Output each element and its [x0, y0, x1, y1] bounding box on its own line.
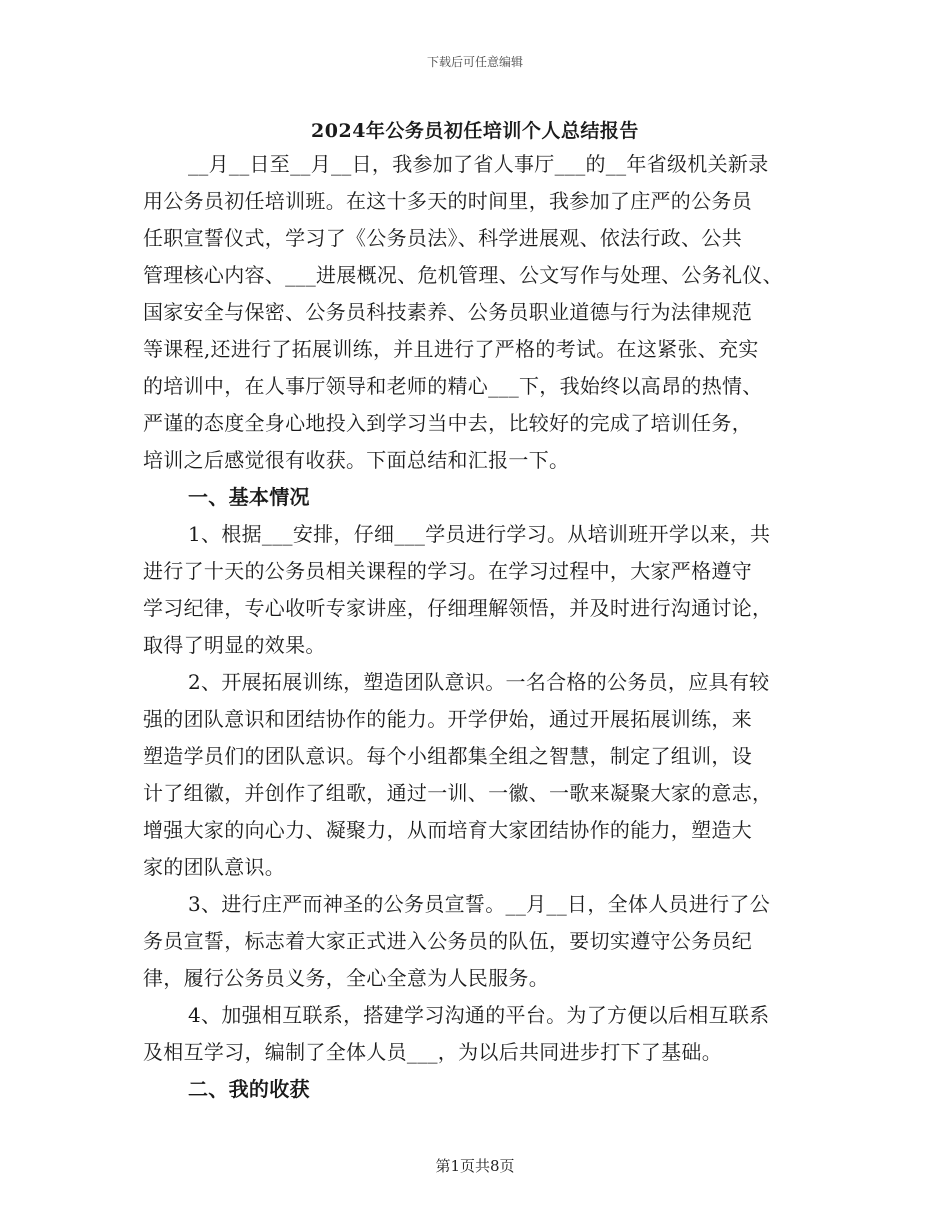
paragraph-line: 增强大家的向心力、凝聚力，从而培育大家团结协作的能力，塑造大 — [143, 818, 752, 842]
paragraph-line: 的培训中，在人事厅领导和老师的精心___下，我始终以高昂的热情、 — [143, 374, 763, 398]
paragraph-line: 管理核心内容、___进展概况、危机管理、公文写作与处理、公务礼仪、 — [143, 263, 783, 287]
paragraph-line: 3、进行庄严而神圣的公务员宣誓。__月__日，全体人员进行了公 — [188, 892, 771, 916]
paragraph-line: 培训之后感觉很有收获。下面总结和汇报一下。 — [143, 448, 570, 472]
paragraph-line: 任职宣誓仪式，学习了《公务员法》、科学进展观、依法行政、公共 — [143, 226, 742, 250]
paragraph-line: 1、根据___安排，仔细___学员进行学习。从培训班开学以来，共 — [188, 522, 771, 546]
paragraph-line: 塑造学员们的团队意识。每个小组都集全组之智慧，制定了组训，设 — [143, 744, 752, 768]
paragraph-line: 进行了十天的公务员相关课程的学习。在学习过程中，大家严格遵守 — [143, 559, 752, 583]
paragraph-line: 务员宣誓，标志着大家正式进入公务员的队伍，要切实遵守公务员纪 — [143, 929, 752, 953]
document-body — [143, 146, 813, 1108]
paragraph-line: __月__日至__月__日，我参加了省人事厅___的__年省级机关新录 — [188, 152, 769, 176]
section-heading-gains: 二、我的收获 — [188, 1077, 310, 1101]
paragraph-line: 用公务员初任培训班。在这十多天的时间里，我参加了庄严的公务员 — [143, 189, 752, 213]
page-footer: 第1页共8页 — [435, 1157, 515, 1175]
paragraph-line: 及相互学习，编制了全体人员___，为以后共同进步打下了基础。 — [143, 1040, 722, 1064]
section-heading-basic: 一、基本情况 — [188, 485, 310, 509]
document-title: 2024年公务员初任培训个人总结报告 — [311, 120, 639, 142]
paragraph-line: 取得了明显的效果。 — [143, 633, 326, 657]
paragraph-line: 家的团队意识。 — [143, 855, 286, 879]
header-note: 下载后可任意编辑 — [426, 55, 523, 69]
paragraph-line: 计了组徽，并创作了组歌，通过一训、一徽、一歌来凝聚大家的意志， — [143, 781, 773, 805]
paragraph-line: 严谨的态度全身心地投入到学习当中去，比较好的完成了培训任务， — [143, 411, 752, 435]
paragraph-line: 强的团队意识和团结协作的能力。开学伊始，通过开展拓展训练，来 — [143, 707, 752, 731]
paragraph-line: 律，履行公务员义务，全心全意为人民服务。 — [143, 966, 549, 990]
paragraph-line: 国家安全与保密、公务员科技素养、公务员职业道德与行为法律规范 — [143, 300, 752, 324]
paragraph-line: 4、加强相互联系，搭建学习沟通的平台。为了方便以后相互联系 — [188, 1003, 770, 1027]
paragraph-line: 等课程,还进行了拓展训练，并且进行了严格的考试。在这紧张、充实 — [143, 337, 759, 361]
paragraph-line: 学习纪律，专心收听专家讲座，仔细理解领悟，并及时进行沟通讨论， — [143, 596, 773, 620]
paragraph-line: 2、开展拓展训练，塑造团队意识。一名合格的公务员，应具有较 — [188, 670, 770, 694]
